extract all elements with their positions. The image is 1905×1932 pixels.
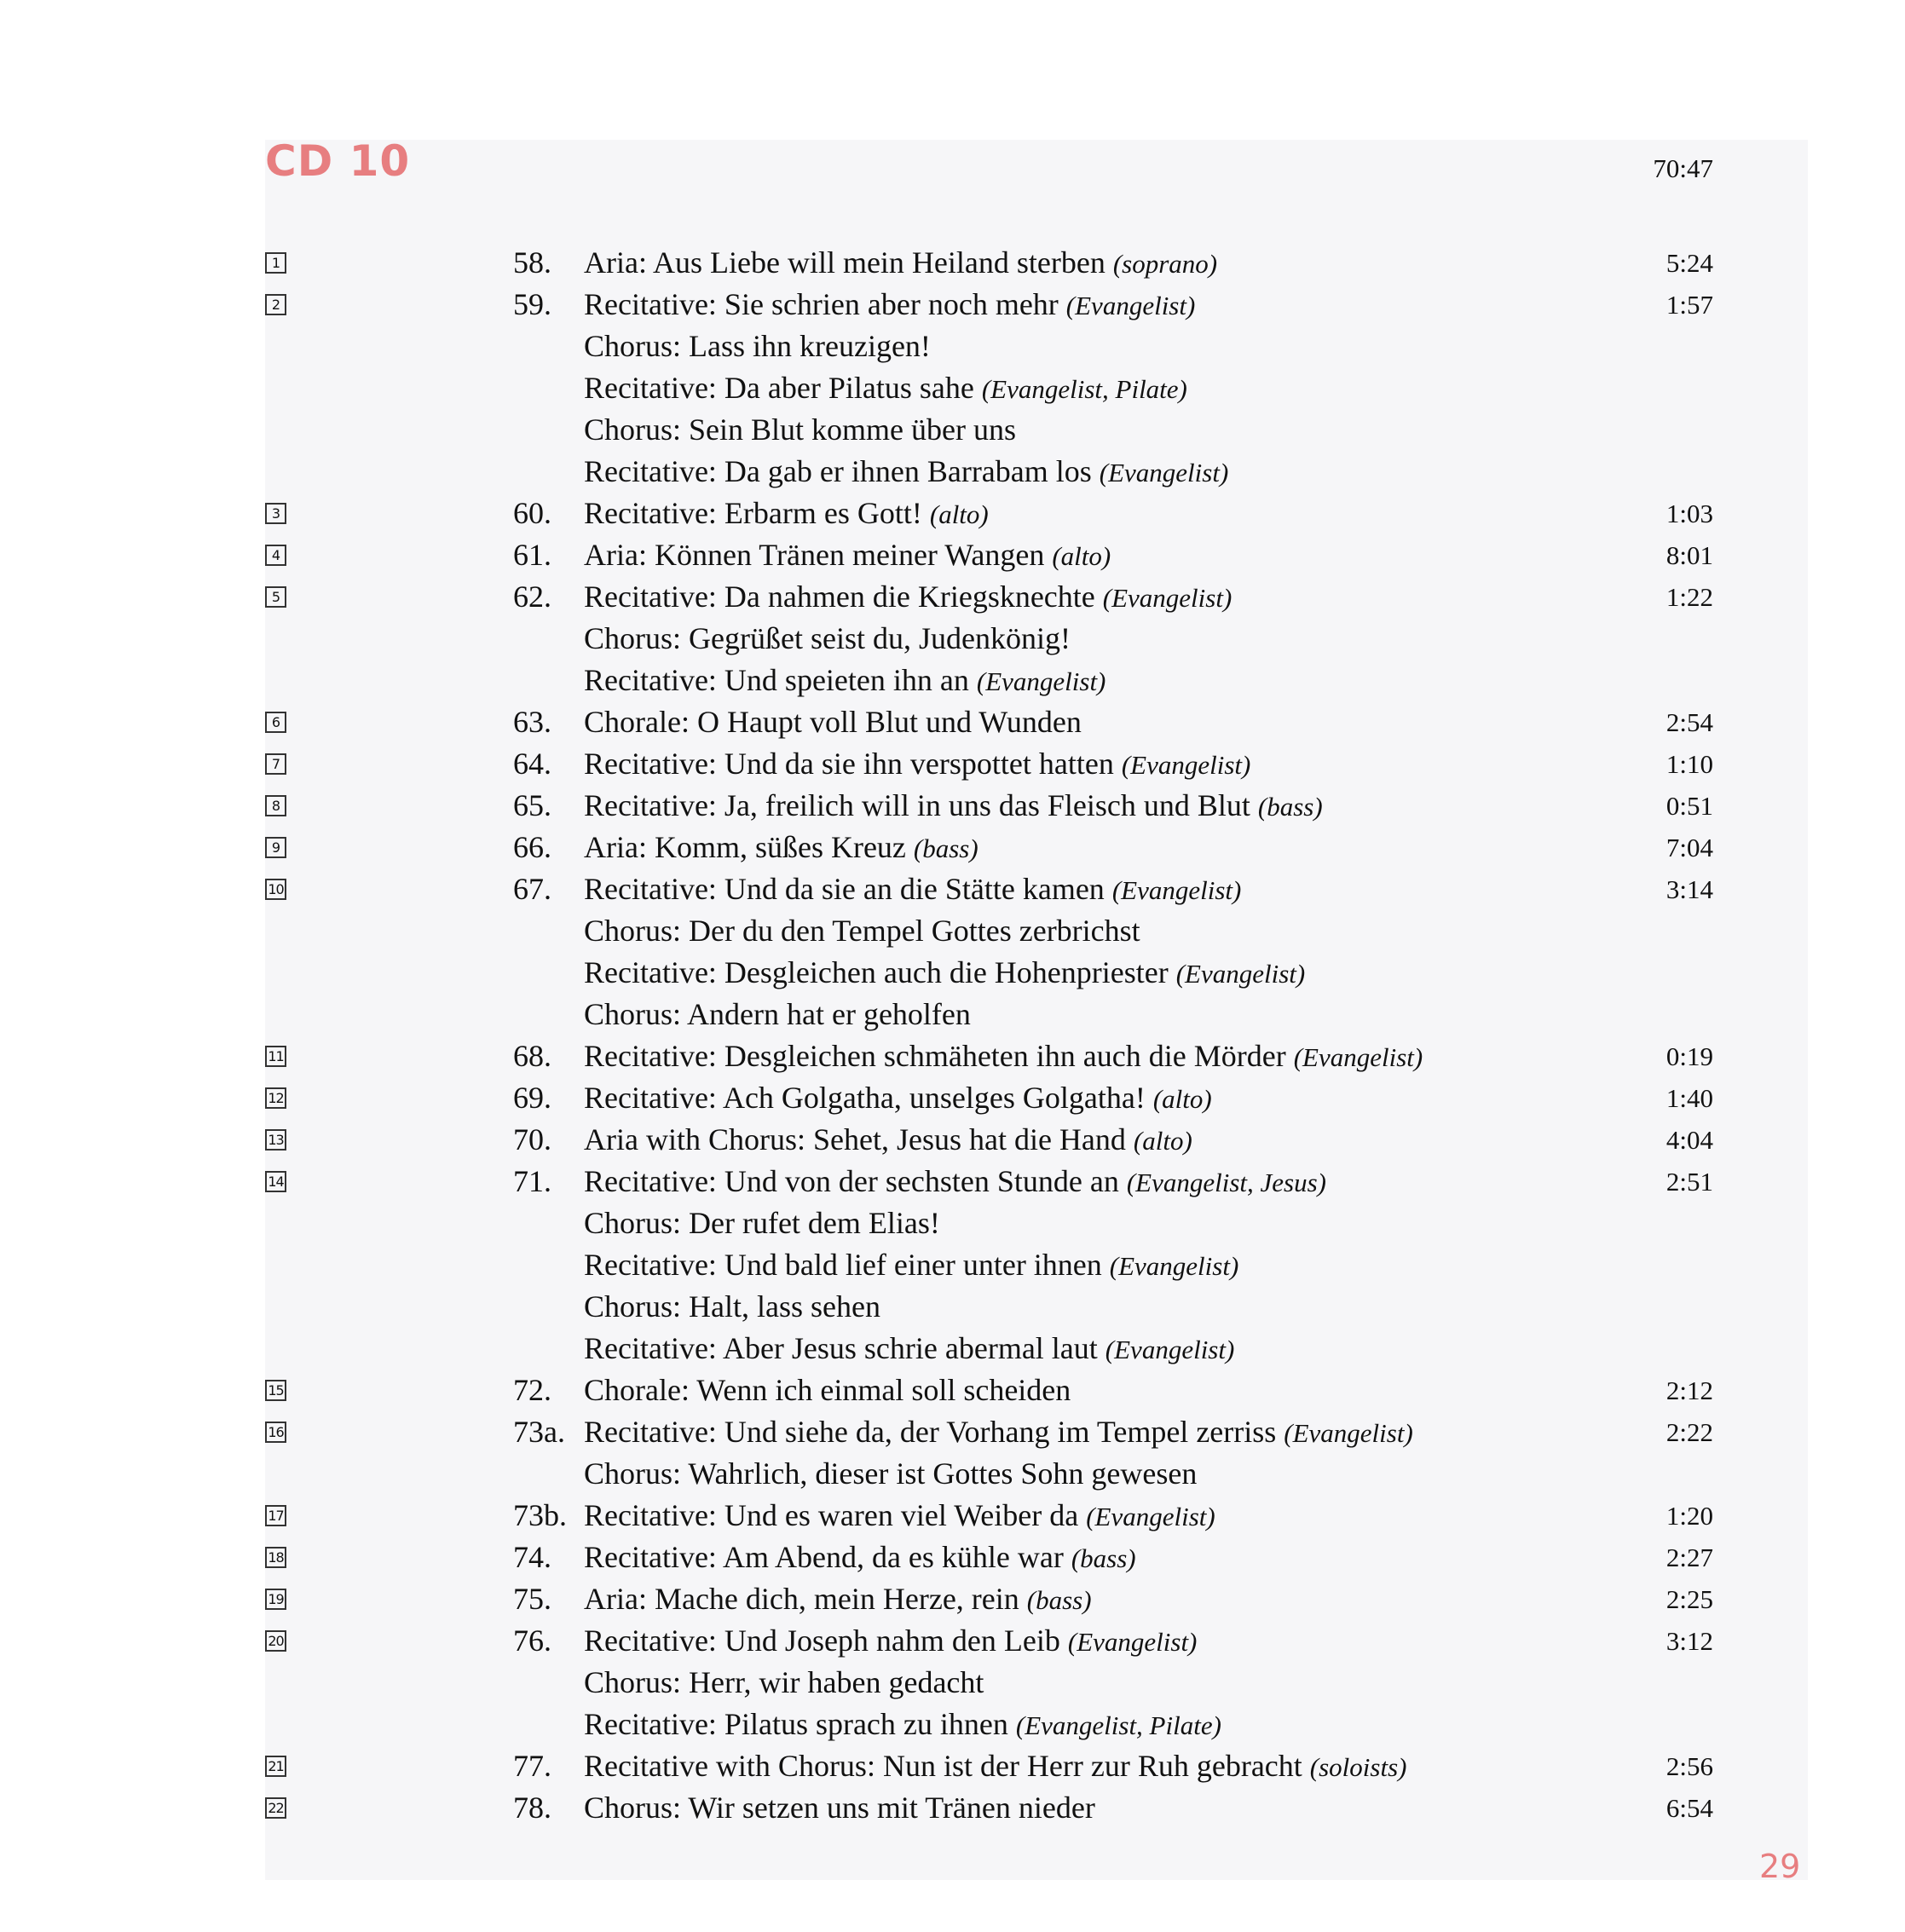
movement-title: Recitative: Und von der sechsten Stunde an (584, 1164, 1119, 1198)
voice-role: (alto) (1052, 541, 1111, 571)
track-row (0, 1745, 1905, 1787)
track-duration: 3:14 (1665, 874, 1713, 904)
track-number-box: 20 (265, 1630, 286, 1652)
track-row (0, 785, 1905, 827)
movement-title-line (584, 1202, 940, 1244)
movement-number: 63. (513, 705, 551, 739)
movement-title-line (584, 1537, 1136, 1579)
movement-title: Recitative: Da aber Pilatus sahe (584, 371, 974, 405)
voice-role: (Evangelist) (1067, 1627, 1198, 1657)
track-number-box: 16 (265, 1422, 286, 1443)
voice-role: (alto) (1152, 1084, 1212, 1114)
movement-title: Recitative: Desgleichen auch die Hohenpriester (584, 955, 1169, 989)
track-duration: 7:04 (1665, 833, 1713, 862)
movement-title: Recitative: Und siehe da, der Vorhang im Tempel zerriss (584, 1415, 1277, 1449)
track-number-box: 2 (265, 294, 286, 315)
movement-title-line (584, 660, 1105, 702)
track-number-box: 6 (265, 712, 286, 733)
track-row (0, 409, 1905, 451)
voice-role: (Evangelist) (1109, 1251, 1239, 1281)
voice-role: (alto) (1133, 1126, 1192, 1156)
movement-title-line (584, 994, 971, 1035)
movement-title-line (584, 910, 1140, 952)
track-duration: 5:24 (1665, 248, 1713, 278)
movement-number: 76. (513, 1623, 551, 1658)
movement-number: 78. (513, 1791, 551, 1825)
movement-title: Chorale: Wenn ich einmal soll scheiden (584, 1373, 1071, 1407)
movement-title-line (584, 952, 1305, 995)
track-duration: 1:03 (1665, 499, 1713, 528)
movement-title-line (584, 1328, 1234, 1370)
track-row (0, 493, 1905, 534)
track-duration: 8:01 (1665, 540, 1713, 570)
page-number: 29 (1759, 1848, 1801, 1885)
movement-title-line (584, 242, 1217, 285)
total-time: 70:47 (1653, 153, 1713, 183)
track-number-box: 13 (265, 1129, 286, 1151)
track-number-box: 7 (265, 753, 286, 775)
movement-title: Chorus: Sein Blut komme über uns (584, 412, 1016, 447)
track-duration: 0:19 (1665, 1041, 1713, 1071)
movement-title-line (584, 1161, 1326, 1203)
track-number-box: 5 (265, 586, 286, 608)
track-row (0, 1035, 1905, 1077)
movement-title-line (584, 1370, 1071, 1411)
track-row (0, 1161, 1905, 1202)
movement-number: 65. (513, 788, 551, 822)
voice-role: (Evangelist) (1086, 1502, 1215, 1531)
track-row (0, 660, 1905, 701)
voice-role: (Evangelist) (1111, 875, 1242, 905)
movement-title: Aria with Chorus: Sehet, Jesus hat die Hand (584, 1122, 1126, 1156)
movement-title: Recitative with Chorus: Nun ist der Herr zur Ruh gebracht (584, 1749, 1302, 1783)
track-row (0, 1119, 1905, 1161)
track-number-box: 18 (265, 1547, 286, 1568)
movement-number: 74. (513, 1540, 551, 1574)
track-row (0, 1244, 1905, 1286)
movement-title: Recitative: Sie schrien aber noch mehr (584, 287, 1059, 321)
movement-title-line (584, 1662, 984, 1704)
movement-title-line (584, 785, 1323, 828)
track-duration: 1:57 (1665, 290, 1713, 320)
track-duration: 1:10 (1665, 749, 1713, 779)
track-row (0, 1787, 1905, 1829)
voice-role: (Evangelist) (1175, 959, 1306, 989)
movement-title: Recitative: Und es waren viel Weiber da (584, 1498, 1079, 1532)
movement-title: Recitative: Ja, freilich will in uns das Fleisch und Blut (584, 788, 1250, 822)
movement-title: Recitative: Und speieten ihn an (584, 663, 969, 697)
movement-title: Recitative: Desgleichen schmäheten ihn auch die Mörder (584, 1039, 1286, 1073)
voice-role: (Evangelist) (976, 666, 1106, 696)
track-duration: 2:22 (1665, 1417, 1713, 1447)
movement-number: 75. (513, 1582, 551, 1616)
movement-title-line (584, 827, 978, 869)
track-row (0, 743, 1905, 785)
movement-title-line (584, 868, 1241, 911)
track-row (0, 701, 1905, 743)
tracklist (0, 242, 1905, 1829)
movement-title: Recitative: Erbarm es Gott! (584, 496, 922, 530)
track-row (0, 827, 1905, 868)
track-duration: 6:54 (1665, 1793, 1713, 1823)
voice-role: (Evangelist) (1284, 1418, 1413, 1448)
track-number-box: 10 (265, 879, 286, 900)
movement-number: 60. (513, 496, 551, 530)
voice-role: (Evangelist) (1099, 458, 1229, 487)
track-row (0, 1077, 1905, 1119)
movement-number: 61. (513, 538, 551, 572)
track-number-box: 11 (265, 1046, 286, 1067)
movement-title: Aria: Aus Liebe will mein Heiland sterben (584, 245, 1105, 280)
cd-label: CD 10 (265, 136, 411, 186)
track-row (0, 367, 1905, 409)
movement-title-line (584, 1453, 1197, 1495)
track-number-box: 4 (265, 545, 286, 566)
movement-title: Chorus: Andern hat er geholfen (584, 997, 971, 1031)
voice-role: (alto) (929, 499, 989, 529)
track-number-box: 21 (265, 1756, 286, 1777)
track-row (0, 910, 1905, 952)
movement-title-line (584, 367, 1187, 410)
movement-title: Recitative: Und Joseph nahm den Leib (584, 1623, 1060, 1658)
movement-title: Chorus: Gegrüßet seist du, Judenkönig! (584, 621, 1071, 655)
movement-title: Recitative: Da nahmen die Kriegsknechte (584, 580, 1095, 614)
movement-title: Recitative: Ach Golgatha, unselges Golgatha! (584, 1081, 1146, 1115)
track-row (0, 1370, 1905, 1411)
movement-title-line (584, 451, 1228, 493)
movement-title: Recitative: Da gab er ihnen Barrabam los (584, 454, 1092, 488)
movement-title-line (584, 1495, 1215, 1537)
movement-number: 58. (513, 245, 551, 280)
track-row (0, 284, 1905, 326)
movement-title-line (584, 618, 1071, 660)
voice-role: (bass) (1257, 792, 1323, 822)
voice-role: (Evangelist) (1102, 583, 1232, 613)
movement-title: Chorus: Der rufet dem Elias! (584, 1206, 940, 1240)
track-number-box: 9 (265, 837, 286, 858)
track-duration: 2:56 (1665, 1751, 1713, 1781)
movement-number: 77. (513, 1749, 551, 1783)
track-row (0, 868, 1905, 910)
track-row (0, 1495, 1905, 1537)
movement-title-line (584, 409, 1016, 451)
movement-title: Aria: Können Tränen meiner Wangen (584, 538, 1045, 572)
track-duration: 2:54 (1665, 707, 1713, 737)
movement-title: Chorus: Wahrlich, dieser ist Gottes Sohn gewesen (584, 1456, 1198, 1491)
track-duration: 2:12 (1665, 1375, 1713, 1405)
track-row (0, 1411, 1905, 1453)
track-row (0, 1662, 1905, 1704)
track-row (0, 451, 1905, 493)
movement-title: Recitative: Pilatus sprach zu ihnen (584, 1707, 1008, 1741)
movement-title: Chorus: Der du den Tempel Gottes zerbrichst (584, 914, 1140, 948)
voice-role: (Evangelist) (1293, 1042, 1423, 1072)
track-number-box: 15 (265, 1380, 286, 1401)
movement-number: 66. (513, 830, 551, 864)
movement-title-line (584, 534, 1111, 577)
track-number-box: 3 (265, 503, 286, 524)
movement-title-line (584, 576, 1232, 619)
movement-title-line (584, 1119, 1192, 1162)
movement-title-line (584, 493, 989, 535)
track-row (0, 534, 1905, 576)
track-number-box: 17 (265, 1505, 286, 1526)
movement-number: 73a. (513, 1415, 565, 1449)
voice-role: (soprano) (1112, 249, 1218, 279)
track-row (0, 242, 1905, 284)
movement-title-line (584, 1704, 1221, 1746)
track-duration: 1:40 (1665, 1083, 1713, 1113)
voice-role: (bass) (1071, 1543, 1136, 1573)
track-row (0, 1537, 1905, 1578)
track-row (0, 1620, 1905, 1662)
voice-role: (Evangelist, Pilate) (1015, 1710, 1221, 1740)
movement-number: 64. (513, 747, 551, 781)
movement-title-line (584, 284, 1195, 326)
movement-title-line (584, 1578, 1092, 1621)
track-row (0, 618, 1905, 660)
movement-title-line (584, 1787, 1095, 1829)
track-row (0, 1328, 1905, 1370)
track-number-box: 1 (265, 252, 286, 274)
movement-title: Chorus: Herr, wir haben gedacht (584, 1665, 984, 1699)
movement-title-line (584, 1411, 1413, 1454)
track-number-box: 22 (265, 1797, 286, 1819)
movement-title: Chorus: Halt, lass sehen (584, 1289, 880, 1324)
movement-title: Recitative: Und da sie an die Stätte kamen (584, 872, 1105, 906)
movement-title-line (584, 743, 1250, 786)
track-row (0, 1202, 1905, 1244)
movement-number: 70. (513, 1122, 551, 1156)
movement-title-line (584, 1244, 1238, 1287)
movement-number: 59. (513, 287, 551, 321)
track-duration: 1:22 (1665, 582, 1713, 612)
movement-number: 71. (513, 1164, 551, 1198)
voice-role: (Evangelist, Pilate) (981, 374, 1187, 404)
movement-title: Recitative: Und da sie ihn verspottet hatten (584, 747, 1114, 781)
movement-title-line (584, 1620, 1197, 1663)
movement-title: Recitative: Aber Jesus schrie abermal laut (584, 1331, 1098, 1365)
track-row (0, 1578, 1905, 1620)
voice-role: (soloists) (1309, 1752, 1407, 1782)
movement-number: 68. (513, 1039, 551, 1073)
voice-role: (Evangelist) (1065, 291, 1196, 320)
track-number-box: 14 (265, 1171, 286, 1192)
track-duration: 3:12 (1665, 1626, 1713, 1656)
track-duration: 4:04 (1665, 1125, 1713, 1155)
movement-title: Aria: Komm, süßes Kreuz (584, 830, 906, 864)
movement-number: 73b. (513, 1498, 567, 1532)
movement-number: 72. (513, 1373, 551, 1407)
movement-number: 62. (513, 580, 551, 614)
track-duration: 2:51 (1665, 1167, 1713, 1197)
track-number-box: 19 (265, 1589, 286, 1610)
voice-role: (Evangelist, Jesus) (1126, 1168, 1326, 1197)
track-row (0, 1286, 1905, 1328)
track-row (0, 1704, 1905, 1745)
movement-number: 69. (513, 1081, 551, 1115)
movement-title-line (584, 326, 931, 367)
track-row (0, 994, 1905, 1035)
movement-number: 67. (513, 872, 551, 906)
voice-role: (bass) (1026, 1585, 1092, 1615)
track-duration: 0:51 (1665, 791, 1713, 821)
voice-role: (Evangelist) (1105, 1335, 1235, 1364)
track-number-box: 8 (265, 795, 286, 816)
movement-title-line (584, 1077, 1212, 1120)
movement-title: Recitative: Und bald lief einer unter ihnen (584, 1248, 1102, 1282)
movement-title: Chorale: O Haupt voll Blut und Wunden (584, 705, 1082, 739)
track-duration: 2:27 (1665, 1543, 1713, 1572)
voice-role: (bass) (913, 833, 978, 863)
movement-title-line (584, 1745, 1406, 1788)
movement-title: Recitative: Am Abend, da es kühle war (584, 1540, 1064, 1574)
track-number-box: 12 (265, 1087, 286, 1109)
track-row (0, 326, 1905, 367)
track-row (0, 952, 1905, 994)
movement-title-line (584, 1286, 880, 1328)
movement-title: Aria: Mache dich, mein Herze, rein (584, 1582, 1019, 1616)
movement-title: Chorus: Lass ihn kreuzigen! (584, 329, 931, 363)
track-duration: 2:25 (1665, 1584, 1713, 1614)
track-duration: 1:20 (1665, 1501, 1713, 1531)
track-row (0, 576, 1905, 618)
movement-title: Chorus: Wir setzen uns mit Tränen nieder (584, 1791, 1095, 1825)
movement-title-line (584, 1035, 1423, 1078)
voice-role: (Evangelist) (1121, 750, 1251, 780)
movement-title-line (584, 701, 1082, 743)
track-row (0, 1453, 1905, 1495)
